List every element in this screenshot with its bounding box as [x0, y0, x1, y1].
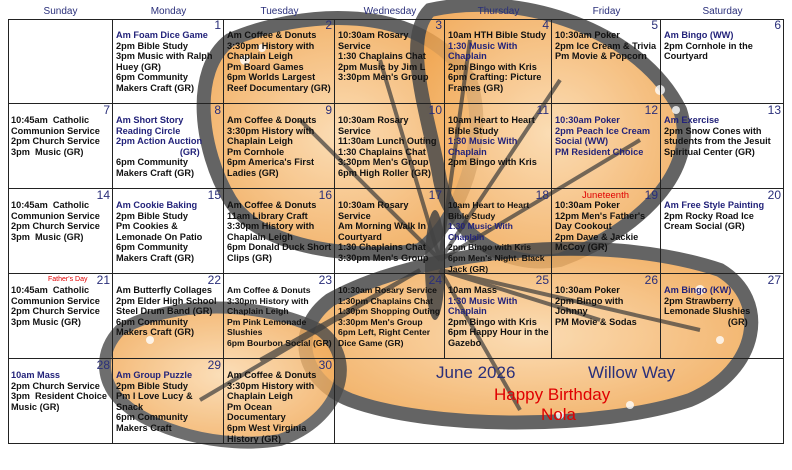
- event-item: 2pm Snow Cones with students from the Jesuit Spiritual Center (GR): [664, 125, 774, 157]
- event-item: 2pm Strawberry Lemonade Slushies: [664, 295, 751, 317]
- day-number: 9: [325, 104, 332, 117]
- event-item: Am Coffee & Donuts: [227, 115, 317, 125]
- event-item: 6pm America's First Ladies (GR): [227, 157, 317, 178]
- event-item: Am Coffee & Donuts: [227, 200, 317, 210]
- event-item: (GR): [664, 316, 748, 327]
- event-item: 1:30 Music With Chaplain: [448, 295, 520, 317]
- event-item: Am Butterfly Collages: [116, 285, 212, 295]
- event-item: 10:30am Poker: [555, 30, 620, 40]
- event-item: 3:30pm History with Chaplain Leigh: [227, 295, 312, 317]
- event-item: 6pm Community Makers Craft (GR): [116, 72, 195, 93]
- day-cell[interactable]: [113, 19, 224, 104]
- holiday-label: Father's Day: [48, 276, 88, 283]
- day-cell[interactable]: [113, 359, 224, 444]
- day-cell[interactable]: [113, 104, 224, 189]
- event-item: 3:30pm History with Chaplain Leigh: [227, 380, 317, 402]
- event-item: 6pm Bourbon Social (GR): [227, 337, 332, 348]
- day-number: 17: [428, 189, 442, 202]
- weekday-header-sunday: Sunday: [43, 6, 78, 17]
- event-item: 2pm Church Service: [11, 221, 100, 232]
- event-item: 3:30pm Men's Group: [338, 252, 429, 263]
- day-number: 27: [767, 274, 781, 287]
- event-item: 2pm Bible Study: [116, 40, 188, 51]
- day-cell[interactable]: [445, 189, 552, 274]
- event-item: 1:30 Chaplains Chat: [338, 51, 426, 62]
- day-number: 19: [644, 189, 658, 202]
- event-item: Pm Cornhole: [227, 146, 285, 157]
- event-item: 6pm Donald Duck Short Clips (GR): [227, 242, 334, 263]
- event-item: 6pm Men's Night- Black Jack (GR): [448, 252, 547, 274]
- day-cell[interactable]: [224, 104, 335, 189]
- event-item: Am Exercise: [664, 115, 720, 125]
- event-item: Am Coffee & Donuts: [227, 370, 317, 380]
- day-cell[interactable]: [335, 359, 445, 444]
- event-item: 1:30 Chaplains Chat: [338, 242, 426, 253]
- event-item: 2pm Bingo with Johnny: [555, 295, 626, 317]
- day-number: 13: [767, 104, 781, 117]
- event-item: 1:30 Music With Chaplain: [448, 221, 516, 242]
- day-cell[interactable]: [661, 19, 784, 104]
- day-cell[interactable]: [8, 274, 113, 359]
- day-cell[interactable]: [552, 104, 661, 189]
- event-item: Am Coffee & Donuts: [227, 30, 317, 40]
- event-item: Am Cookie Baking: [116, 200, 198, 210]
- day-number: 10: [428, 104, 442, 117]
- day-number: 20: [767, 189, 781, 202]
- day-cell[interactable]: [661, 104, 784, 189]
- event-item: 3:30pm Men's Group: [338, 72, 429, 83]
- event-item: 2pm Cornhole in the Courtyard: [664, 40, 756, 62]
- day-number: 11: [536, 104, 549, 117]
- day-number: 21: [96, 274, 110, 287]
- event-item: 12pm Men's Father's Day Cookout: [555, 210, 648, 232]
- day-number: 3: [435, 19, 442, 32]
- day-number: 22: [207, 274, 221, 287]
- day-cell[interactable]: [661, 274, 784, 359]
- event-item: 6pm Community Makers Craft: [116, 412, 191, 433]
- event-item: 6pm Community Makers Craft (GR): [116, 242, 195, 263]
- event-item: Pm Cookies & Lemonade On Patio: [116, 221, 203, 242]
- event-item: Pm Board Games: [227, 61, 304, 72]
- day-cell[interactable]: [661, 359, 784, 444]
- day-number: 1: [214, 19, 221, 32]
- event-item: 2pm Church Service: [11, 136, 100, 147]
- day-number: 14: [96, 189, 110, 202]
- day-cell[interactable]: [224, 274, 335, 359]
- event-item: 6pm Crafting: Picture Frames (GR): [448, 72, 544, 93]
- event-item: 10:45am Catholic Communion Service: [11, 285, 100, 306]
- community-name: Willow Way: [588, 363, 676, 382]
- event-item: 10am Heart to Heart Bible Study: [448, 200, 532, 221]
- day-cell[interactable]: [445, 19, 552, 104]
- event-item: 6pm Community Makers Craft (GR): [116, 157, 195, 178]
- event-item: 6pm Left, Right Center Dice Game (GR): [338, 327, 433, 348]
- event-item: 10:30am Poker: [555, 285, 620, 295]
- weekday-header-monday: Monday: [150, 6, 187, 17]
- day-cell[interactable]: [224, 19, 335, 104]
- event-item: 3pm Music (GR): [11, 146, 84, 157]
- event-item: 10am Mass: [11, 370, 61, 380]
- day-number: 28: [96, 359, 110, 372]
- event-item: 3pm Music with Ralph Huey (GR): [116, 51, 216, 72]
- day-number: 12: [644, 104, 658, 117]
- day-cell[interactable]: [552, 19, 661, 104]
- weekday-header-saturday: Saturday: [702, 6, 743, 17]
- day-cell[interactable]: [445, 104, 552, 189]
- day-cell[interactable]: [113, 189, 224, 274]
- event-item: Am Bingo (WW): [664, 30, 734, 40]
- day-cell[interactable]: [224, 189, 335, 274]
- birthday-name: Nola: [541, 405, 576, 424]
- day-cell[interactable]: [552, 274, 661, 359]
- event-item: 6pm West Virginia History (GR): [227, 422, 309, 444]
- day-cell[interactable]: [335, 189, 445, 274]
- event-item: 2pm Church Service: [11, 306, 100, 317]
- event-item: 11am Library Craft: [227, 210, 308, 221]
- day-cell[interactable]: [8, 189, 113, 274]
- day-number: 29: [207, 359, 221, 372]
- day-number: 23: [318, 274, 332, 287]
- event-item: Am Coffee & Donuts: [227, 285, 311, 295]
- event-item: 2pm Rocky Road Ice Cream Social (GR): [664, 210, 757, 232]
- day-cell[interactable]: [8, 19, 113, 104]
- birthday-greeting: Happy Birthday: [494, 385, 611, 404]
- day-cell[interactable]: [224, 359, 335, 444]
- day-number: 26: [644, 274, 658, 287]
- event-item: Am Group Puzzle: [116, 370, 193, 380]
- day-number: 18: [535, 189, 549, 202]
- holiday-label: Juneteenth: [582, 190, 630, 201]
- event-item: 3pm Music (GR): [11, 231, 84, 242]
- day-cell[interactable]: [113, 274, 224, 359]
- day-number: 16: [318, 189, 332, 202]
- event-item: 11:30am Lunch Outing: [338, 136, 437, 147]
- event-item: 3pm Resident Choice Music (GR): [11, 391, 110, 412]
- event-item: 10:45am Catholic Communion Service: [11, 200, 100, 221]
- event-item: 3:30pm History with Chaplain Leigh: [227, 221, 317, 242]
- event-item: 1:30pm Shopping Outing: [338, 306, 441, 317]
- day-cell[interactable]: [552, 189, 661, 274]
- event-item: Am Morning Walk In Courtyard: [338, 221, 429, 242]
- event-item: (GR): [116, 146, 200, 157]
- event-item: 10:30am Poker: [555, 115, 620, 125]
- day-number: 30: [318, 359, 332, 372]
- day-number: 15: [207, 189, 221, 202]
- event-item: Am Bingo (KW): [664, 285, 732, 295]
- day-cell[interactable]: [445, 274, 552, 359]
- day-cell[interactable]: [8, 104, 113, 189]
- event-item: Pm Pink Lemonade Slushies: [227, 316, 309, 338]
- event-item: Am Foam Dice Game: [116, 30, 208, 40]
- event-item: 1:30 Music With Chaplain: [448, 40, 520, 62]
- event-item: 3:30pm Men's Group: [338, 316, 423, 327]
- event-item: 1:30 Music With Chaplain: [448, 136, 520, 157]
- event-item: 10:30am Rosary Service: [338, 285, 437, 295]
- event-item: 2pm Bingo with Kris: [448, 157, 537, 168]
- event-item: 10am Mass: [448, 285, 498, 295]
- day-number: 8: [214, 104, 221, 117]
- event-item: Pm Ocean Documentary: [227, 401, 286, 423]
- event-item: PM Movie & Sodas: [555, 316, 637, 327]
- event-item: 10am HTH Bible Study: [448, 30, 547, 40]
- month-title: June 2026: [436, 363, 516, 382]
- event-item: 2pm Bingo with Kris: [448, 61, 537, 72]
- event-item: 6pm Community Makers Craft (GR): [116, 316, 195, 338]
- day-number: 7: [103, 104, 110, 117]
- event-item: 3:30pm Men's Group: [338, 157, 429, 168]
- event-item: 2pm Action Auction: [116, 136, 203, 147]
- event-item: 2pm Bible Study: [116, 210, 188, 221]
- day-number: 25: [535, 274, 549, 287]
- event-item: PM Resident Choice: [555, 146, 644, 157]
- event-item: 2pm Peach Ice Cream Social (WW): [555, 125, 653, 147]
- event-item: 2pm Elder High School Steel Drum Band (GR): [116, 295, 220, 317]
- event-item: 10:30am Rosary Service: [338, 115, 412, 136]
- day-number: 5: [651, 19, 658, 32]
- event-item: 2pm Church Service: [11, 380, 100, 391]
- event-item: 3:30pm History with Chaplain Leigh: [227, 40, 317, 62]
- event-item: 2pm Dave & Jackie McCoy (GR): [555, 231, 641, 253]
- event-item: 2pm Ice Cream & Trivia: [555, 40, 657, 51]
- event-item: 1:30pm Chaplains Chat: [338, 295, 434, 306]
- event-item: 3:30pm History with Chaplain Leigh: [227, 125, 317, 147]
- weekday-header-friday: Friday: [592, 6, 621, 17]
- day-cell[interactable]: [661, 189, 784, 274]
- event-item: 6pm Worlds Largest Reef Documentary (GR): [227, 72, 331, 93]
- day-cell[interactable]: [8, 359, 113, 444]
- event-item: 10am Heart to Heart Bible Study: [448, 115, 538, 136]
- event-item: 2pm Bingo with Kris: [448, 316, 537, 327]
- event-item: Am Free Style Painting: [664, 200, 765, 210]
- weekday-header-tuesday: Tuesday: [260, 6, 299, 17]
- day-number: 2: [325, 19, 332, 32]
- weekday-header-thursday: Thursday: [477, 6, 520, 17]
- day-cell[interactable]: [335, 19, 445, 104]
- day-number: 4: [542, 19, 549, 32]
- event-item: 6pm Happy Hour in the Gazebo: [448, 327, 552, 348]
- event-item: 10:30am Rosary Service: [338, 200, 412, 221]
- weekday-header-wednesday: Wednesday: [363, 6, 417, 17]
- event-item: 10:30am Rosary Service: [338, 30, 412, 51]
- event-item: 2pm Bible Study: [116, 380, 188, 391]
- event-item: 1:30 Chaplains Chat: [338, 146, 426, 157]
- day-cell[interactable]: [335, 274, 445, 359]
- event-item: 2pm Bingo with Kris: [448, 242, 532, 253]
- event-item: 10:45am Catholic Communion Service: [11, 115, 100, 136]
- day-number: 6: [774, 19, 781, 32]
- day-number: 24: [428, 274, 442, 287]
- event-item: 6pm High Roller (GR): [338, 167, 431, 178]
- event-item: Pm Movie & Popcorn: [555, 51, 647, 62]
- event-item: 2pm Music by Jim L: [338, 61, 426, 72]
- day-cell[interactable]: [335, 104, 445, 189]
- event-item: Am Short Story Reading Circle: [116, 115, 186, 136]
- event-item: 10:30am Poker: [555, 200, 620, 210]
- event-item: Pm I Love Lucy & Snack: [116, 391, 196, 412]
- event-item: 3pm Music (GR): [11, 316, 81, 327]
